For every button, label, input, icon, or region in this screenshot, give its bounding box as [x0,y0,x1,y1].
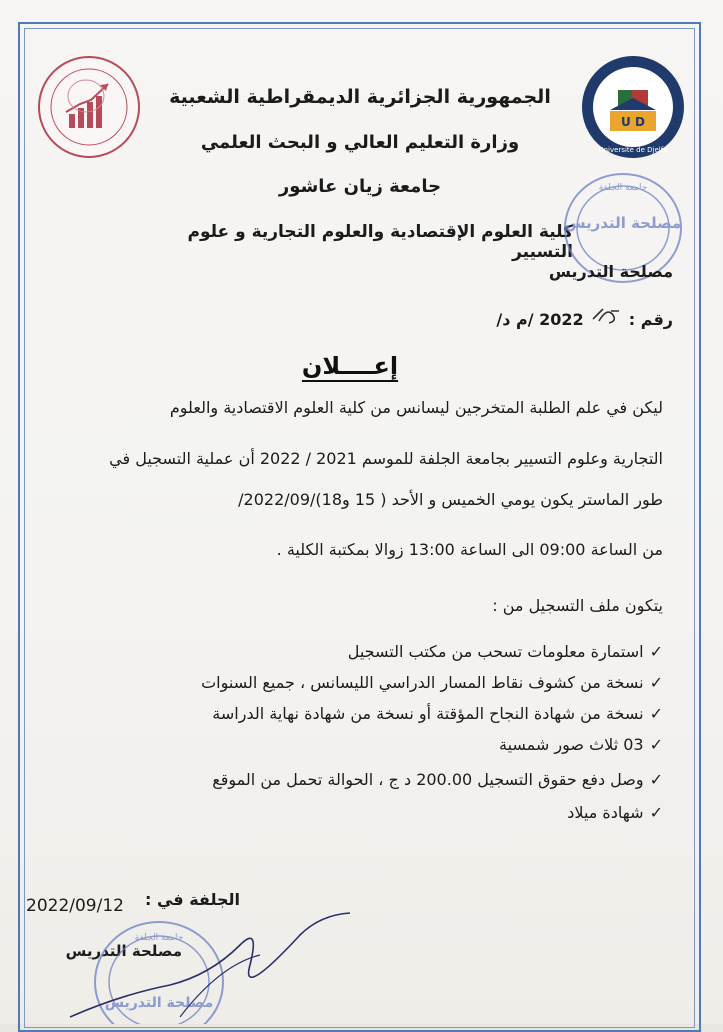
list-item: ✓وصل دفع حقوق التسجيل 200.00 د ج ، الحوالة تحمل من الموقع [103,764,663,797]
check-icon: ✓ [649,642,663,661]
place-label: الجلفة في : [145,890,240,909]
university-year: 1990 [622,71,644,80]
signer-department: مصلحة التدريس [65,942,182,960]
university-title: جامعة زيان عاشور [278,176,442,197]
body-line-4: من الساعة 09:00 الى الساعة 13:00 زوالا بمكتبة الكلية . [276,540,663,559]
reference-line [373,305,673,329]
reference-number: 2022 /م د/ [496,310,584,329]
check-icon: ✓ [649,673,663,692]
list-item: ✓استمارة معلومات تسحب من مكتب التسجيل [103,636,663,667]
check-icon: ✓ [649,735,663,754]
body-line-1: ليكن في علم الطلبة المتخرجين ليسانس من كلية العلوم الاقتصادية والعلوم [169,398,663,417]
list-item: ✓شهادة ميلاد [103,797,663,828]
ministry-title: وزارة التعليم العالي و البحث العلمي [200,132,520,153]
list-item: ✓نسخة من شهادة النجاح المؤقتة أو نسخة من شهادة نهاية الدراسة [103,698,663,729]
signature [60,905,360,1024]
republic-title: الجمهورية الجزائرية الديمقراطية الشعبية [169,86,551,108]
stamp-center-text: مصلحة التدريس [564,214,682,232]
department-label: مصلحة التدريس [548,262,673,281]
university-ring-text: Université de Djelfa [598,146,668,154]
issue-date: 2022/09/12 [26,896,124,916]
requirements-list [103,636,663,828]
check-icon: ✓ [649,803,663,822]
body-line-2: التجارية وعلوم التسيير بجامعة الجلفة للموسم 2021 / 2022 أن عملية التسجيل في [109,449,663,468]
list-item: ✓03 ثلاث صور شمسية [103,729,663,764]
faculty-title: كلية العلوم الإقتصادية والعلوم التجارية و علوم التسيير [187,222,573,262]
reference-label: رقم : [628,310,673,329]
file-list-intro: يتكون ملف التسجيل من : [492,596,663,615]
university-logo [580,54,686,160]
lab-logo [36,54,142,160]
bottom-stamp-center-text: مصلحة التدريس [104,995,214,1011]
reference-handwritten-number [589,305,623,329]
bottom-stamp-ring-text: جامعة الجلفة [134,933,184,943]
list-item: ✓نسخة من كشوف نقاط المسار الدراسي الليسانس ، جميع السنوات [103,667,663,698]
check-icon: ✓ [649,770,663,789]
announcement-title: إعــــلان [301,352,399,380]
check-icon: ✓ [649,704,663,723]
university-initials: U D [621,115,645,129]
body-line-3: طور الماستر يكون يومي الخميس و الأحد ( 15 و18)/2022/09/ [238,490,663,509]
stamp-ring-text: جامعة الجلفة [598,183,648,193]
